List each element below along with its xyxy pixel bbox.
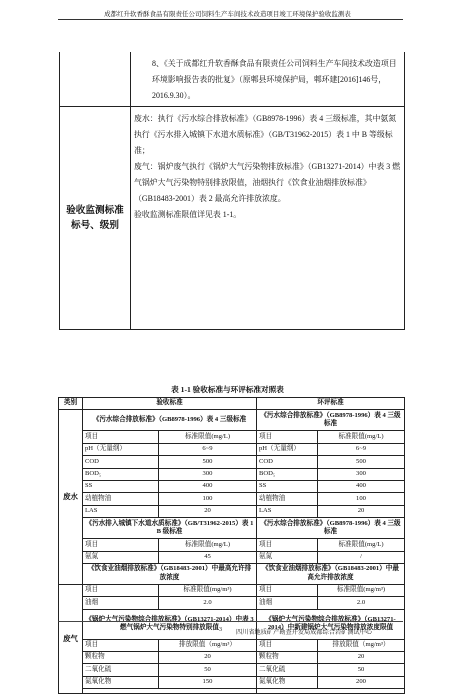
- acceptance-value: 500: [159, 456, 257, 468]
- acceptance-value: 400: [159, 480, 257, 492]
- acceptance-value: 50: [159, 664, 257, 676]
- table-head-row: [59, 398, 405, 410]
- item-name: SS: [257, 480, 318, 492]
- item-label: 项目: [83, 584, 159, 596]
- item-name: 氮氧化物: [257, 676, 318, 688]
- table-row: [59, 480, 405, 492]
- table-row: [59, 518, 405, 539]
- empty-label-cell: [60, 52, 131, 107]
- table-row: [59, 563, 405, 584]
- item-name: 颗粒物: [83, 652, 159, 664]
- standard-content: [131, 107, 405, 330]
- acceptance-value: 45: [159, 551, 257, 563]
- standard-label: 验收监测标准标号、级别: [60, 107, 131, 330]
- footer-organization: 四川省地质矿产勘查开发局成都综合岩矿测试中心: [236, 629, 373, 636]
- item8-row: [60, 52, 405, 107]
- item-name: COD: [257, 456, 318, 468]
- item-name: LAS: [83, 505, 159, 517]
- item-label: 项目: [257, 639, 318, 651]
- std2-right: 《污水综合排放标准》（GB8978-1996）表 4 三级标准: [257, 518, 405, 539]
- limit-label: 排放限值（mg/m³）: [159, 639, 257, 651]
- table-caption: 表 1-1 验收标准与环评标准对照表: [171, 385, 284, 394]
- standards-table: [58, 397, 405, 694]
- page-header: 成都红升软香酥食品有限责任公司饲料生产车间技术改造项目竣工环境保护验收监测表: [104, 11, 351, 18]
- eia-value: 400: [318, 480, 405, 492]
- item-name: LAS: [257, 505, 318, 517]
- item-name: 油烟: [257, 597, 318, 609]
- spacer-cell: [257, 691, 405, 694]
- category-exhaust: 废气: [59, 584, 83, 693]
- wastewater-text: 废水：执行《污水综合排放标准》（GB8978-1996）表 4 三级标准，其中氨氮执行《污水排入城镇下水道水质标准》（GB/T31962-2015）表 1 中 B 等级标准；: [134, 114, 397, 155]
- eia-value: 100: [318, 493, 405, 505]
- table-row: [59, 639, 405, 651]
- eia-value: 6~9: [318, 443, 405, 455]
- item-name: 氨氮: [83, 551, 159, 563]
- table-row: [59, 431, 405, 443]
- limit-label: 标准限值(mg/m³): [159, 584, 257, 596]
- limit-label: 标准限值(mg/L): [159, 539, 257, 551]
- item-name: SS: [83, 480, 159, 492]
- item-name: 动植物油: [257, 493, 318, 505]
- table-row: [59, 468, 405, 480]
- limit-label: 标准限值(mg/L): [318, 431, 405, 443]
- head-acceptance: 验收标准: [83, 398, 257, 410]
- eia-value: 20: [318, 505, 405, 517]
- limit-label: 标准限值(mg/L): [159, 431, 257, 443]
- standard-row: [60, 107, 405, 330]
- item-name: 颗粒物: [257, 652, 318, 664]
- footer-divider: [58, 621, 403, 622]
- table-row: [59, 691, 405, 694]
- acceptance-value: 100: [159, 493, 257, 505]
- table-row: [59, 443, 405, 455]
- item-label: 项目: [83, 639, 159, 651]
- item-name: COD: [83, 456, 159, 468]
- item-label: 项目: [83, 431, 159, 443]
- eia-value: 2.0: [318, 597, 405, 609]
- table-row: [59, 652, 405, 664]
- spacer-cell: [83, 691, 257, 694]
- page-number: 3: [219, 627, 222, 633]
- limit-label: 标准限值(mg/L): [318, 539, 405, 551]
- item-name: BOD₅: [83, 468, 159, 480]
- item-name: 动植物油: [83, 493, 159, 505]
- std1-left: 《污水综合排放标准》（GB8978-1996）表 4 三级标准: [83, 410, 257, 431]
- item-label: 项目: [257, 431, 318, 443]
- gas-text: 废气：锅炉废气执行《锅炉大气污染物排放标准》（GB13271-2014）中表 3 燃气锅炉大气污染物特别排放限值，油烟执行《饮食业油烟排放标准》（GB18483-2001）表 2 最高允许排放浓度。: [134, 162, 401, 203]
- limit-label: 标准限值(mg/m³): [318, 584, 405, 596]
- acceptance-value: 2.0: [159, 597, 257, 609]
- table-row: [59, 676, 405, 688]
- header-divider: [58, 19, 403, 20]
- std4-left: 《锅炉大气污染物综合排放标准》（GB13271-2014）中表 3 燃气锅炉大气污染物特别排放限值: [83, 609, 257, 639]
- item-name: pH（无量纲）: [257, 443, 318, 455]
- item-label: 项目: [257, 584, 318, 596]
- eia-value: /: [318, 551, 405, 563]
- item-name: 二氧化硫: [83, 664, 159, 676]
- item-name: 二氧化硫: [257, 664, 318, 676]
- eia-value: 300: [318, 468, 405, 480]
- std3-left: 《饮食业油烟排放标准》（GB18483-2001）中最高允许排放浓度: [83, 563, 257, 584]
- item8-cell: [131, 52, 405, 107]
- table-row: [59, 493, 405, 505]
- head-eia: 环评标准: [257, 398, 405, 410]
- eia-value: 20: [318, 652, 405, 664]
- head-category: 类别: [59, 398, 83, 410]
- item-name: BOD₅: [257, 468, 318, 480]
- std1-right: 《污水综合排放标准》（GB8978-1996）表 4 三级标准: [257, 410, 405, 431]
- item-name: pH（无量纲）: [83, 443, 159, 455]
- acceptance-value: 300: [159, 468, 257, 480]
- table-row: [59, 664, 405, 676]
- category-wastewater: 废水: [59, 410, 83, 585]
- standards-section: [59, 52, 405, 330]
- item-label: 项目: [83, 539, 159, 551]
- std2-left: 《污水排入城镇下水道水质标准》（GB/T31962-2015）表 1 B 级标准: [83, 518, 257, 539]
- acceptance-value: 20: [159, 505, 257, 517]
- acceptance-value: 150: [159, 676, 257, 688]
- eia-value: 500: [318, 456, 405, 468]
- eia-value: 200: [318, 676, 405, 688]
- table-row: [59, 539, 405, 551]
- table-row: [59, 584, 405, 596]
- std4-right: 《锅炉大气污染物综合排放标准》（GB13271-2014）中新建锅炉大气污染物排放浓度限值: [257, 609, 405, 639]
- acceptance-value: 6~9: [159, 443, 257, 455]
- table-row: [59, 505, 405, 517]
- item-name: 氮氧化物: [83, 676, 159, 688]
- table-row: [59, 597, 405, 609]
- item-label: 项目: [257, 539, 318, 551]
- std3-right: 《饮食业油烟排放标准》（GB18483-2001）中最高允许排放浓度: [257, 563, 405, 584]
- table-row: [59, 551, 405, 563]
- item8-text: 8、《关于成都红升软香酥食品有限责任公司饲料生产车间技术改造项目环境影响报告表的批复》（原郫县环境保护局，郫环建[2016]146号，2016.9.30）。: [152, 59, 397, 100]
- detail-text: 验收监测标准限值详见表 1-1。: [134, 210, 242, 219]
- table-row: [59, 456, 405, 468]
- item-name: 油烟: [83, 597, 159, 609]
- limit-label: 排放限值（mg/m³）: [318, 639, 405, 651]
- acceptance-value: 20: [159, 652, 257, 664]
- eia-value: 50: [318, 664, 405, 676]
- item-name: 氨氮: [257, 551, 318, 563]
- table-row: [59, 410, 405, 431]
